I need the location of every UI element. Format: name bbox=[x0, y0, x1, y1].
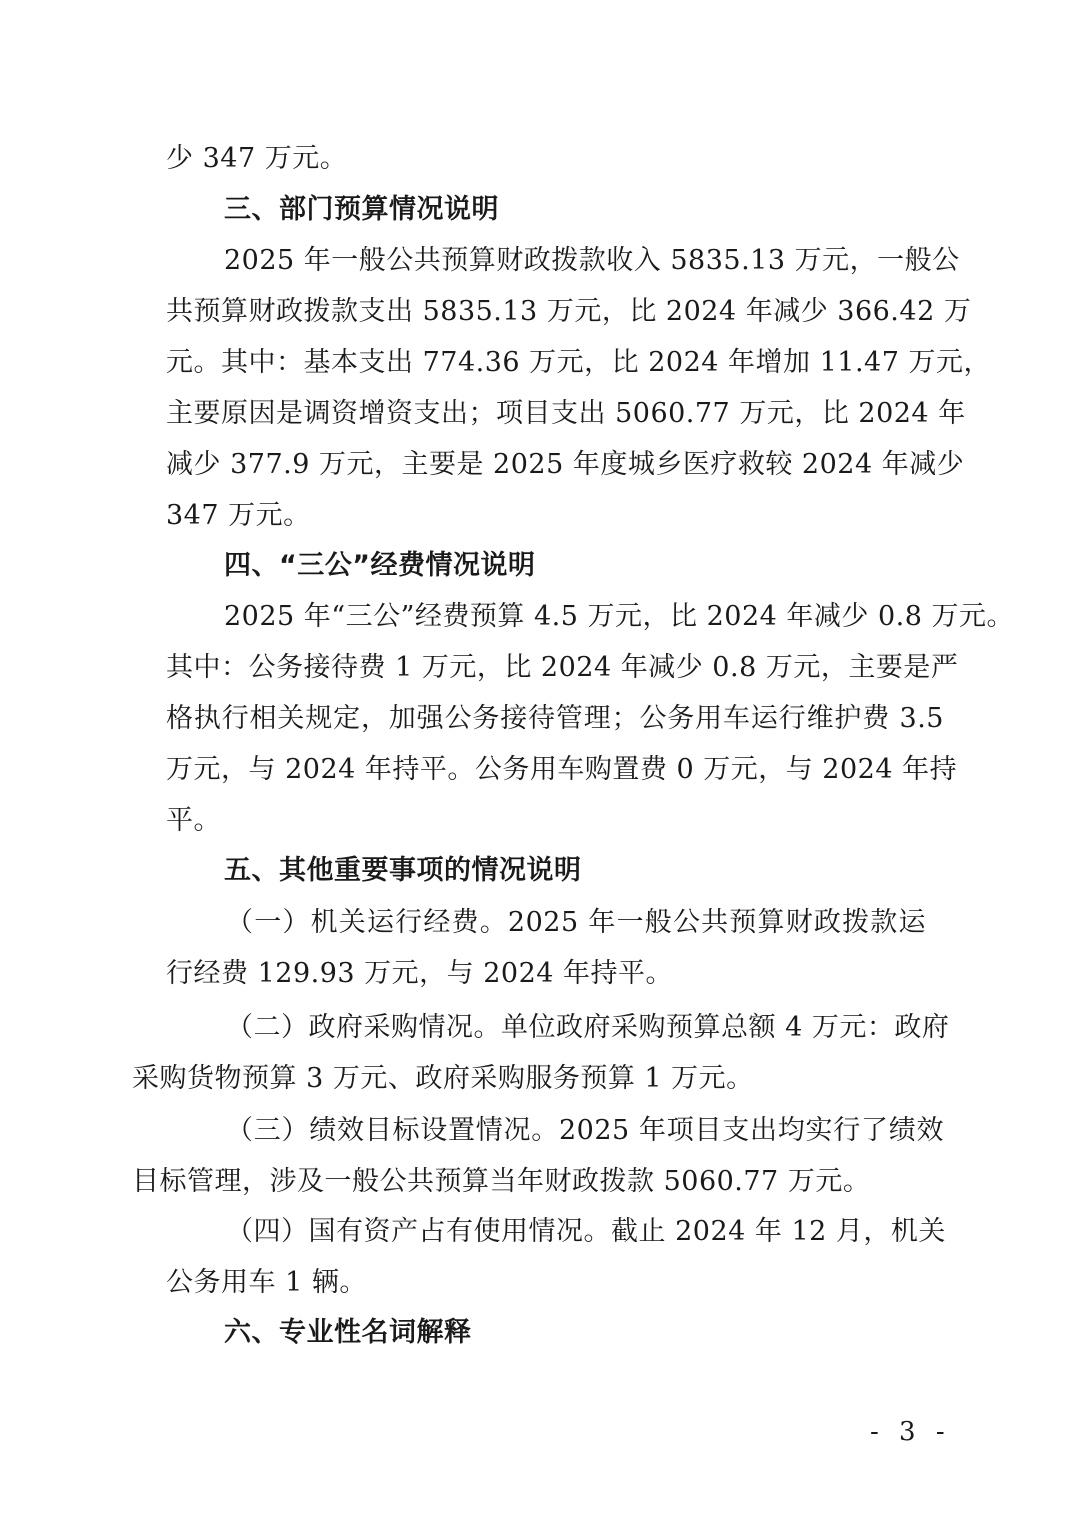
text-line: 少 347 万元。 bbox=[166, 143, 348, 174]
text-line: 2025 年一般公共预算财政拨款收入 5835.13 万元，一般公 bbox=[224, 245, 960, 276]
text-line: （四）国有资产占有使用情况。截止 2024 年 12 月，机关 bbox=[226, 1216, 946, 1247]
text-line: 2025 年“三公”经费预算 4.5 万元，比 2024 年减少 0.8 万元。 bbox=[224, 601, 1014, 632]
text-line: 共预算财政拨款支出 5835.13 万元，比 2024 年减少 366.42 万 bbox=[166, 296, 972, 327]
page-number: - 3 - bbox=[870, 1417, 951, 1447]
text-line: 目标管理，涉及一般公共预算当年财政拨款 5060.77 万元。 bbox=[132, 1166, 871, 1197]
text-line: 万元，与 2024 年持平。公务用车购置费 0 万元，与 2024 年持 bbox=[166, 754, 958, 785]
text-line: 347 万元。 bbox=[166, 500, 311, 531]
text-line: 主要原因是调资增资支出；项目支出 5060.77 万元，比 2024 年 bbox=[166, 398, 966, 429]
text-line: （三）绩效目标设置情况。2025 年项目支出均实行了绩效 bbox=[226, 1115, 944, 1146]
text-line: 采购货物预算 3 万元、政府采购服务预算 1 万元。 bbox=[132, 1063, 754, 1094]
text-line: （二）政府采购情况。单位政府采购预算总额 4 万元：政府 bbox=[226, 1012, 950, 1043]
text-line: 行经费 129.93 万元，与 2024 年持平。 bbox=[166, 958, 674, 989]
text-line: 其中：公务接待费 1 万元，比 2024 年减少 0.8 万元，主要是严 bbox=[166, 652, 959, 683]
text-line: 元。其中：基本支出 774.36 万元，比 2024 年增加 11.47 万元， bbox=[166, 347, 991, 378]
section-heading: 五、其他重要事项的情况说明 bbox=[224, 855, 582, 886]
text-line: （一）机关运行经费。2025 年一般公共预算财政拨款运 bbox=[226, 907, 926, 938]
section-heading: 六、专业性名词解释 bbox=[224, 1317, 472, 1348]
section-heading: 三、部门预算情况说明 bbox=[224, 194, 499, 225]
text-line: 减少 377.9 万元，主要是 2025 年度城乡医疗救较 2024 年减少 bbox=[166, 449, 965, 480]
text-line: 平。 bbox=[166, 805, 221, 836]
text-line: 公务用车 1 辆。 bbox=[166, 1267, 367, 1298]
section-heading: 四、“三公”经费情况说明 bbox=[224, 550, 536, 581]
text-line: 格执行相关规定，加强公务接待管理；公务用车运行维护费 3.5 bbox=[166, 703, 944, 734]
